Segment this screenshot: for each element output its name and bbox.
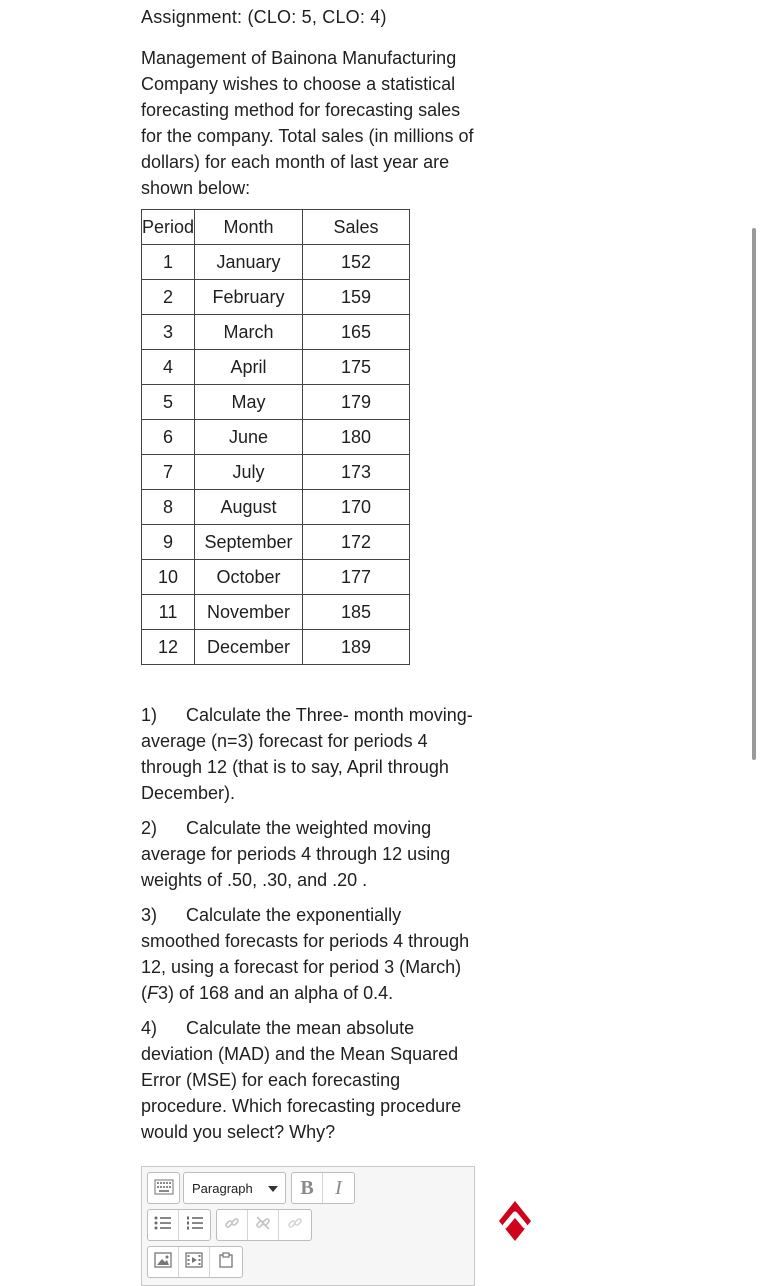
period-cell: 12 (142, 630, 195, 665)
table-row (142, 595, 410, 630)
numbered-list-icon (186, 1215, 204, 1236)
sales-cell: 170 (303, 490, 410, 525)
link-icon (224, 1215, 240, 1236)
assignment-content (141, 0, 481, 1145)
chevron-down-icon (268, 1186, 278, 1192)
unlink-icon (255, 1215, 271, 1236)
insert-image-button[interactable] (148, 1247, 179, 1277)
period-cell: 3 (142, 315, 195, 350)
table-row (142, 525, 410, 560)
column-header-sales: Sales (303, 210, 410, 245)
table-row (142, 420, 410, 455)
month-cell: June (195, 420, 303, 455)
table-row (142, 490, 410, 525)
italic-label: I (335, 1176, 342, 1199)
list-group (147, 1209, 211, 1241)
question-text: Calculate the Three- month moving-average (n=3) forecast for periods 4 through 12 (that is to say, April through December). (141, 705, 473, 803)
insert-media-button[interactable] (179, 1247, 210, 1277)
numbered-list-button[interactable] (179, 1210, 210, 1240)
period-cell: 6 (142, 420, 195, 455)
toolbar-toggle-button[interactable] (147, 1172, 180, 1204)
paste-button[interactable] (210, 1247, 241, 1277)
sales-cell: 189 (303, 630, 410, 665)
sales-cell: 180 (303, 420, 410, 455)
italic-button[interactable] (323, 1173, 354, 1203)
question-text: Calculate the mean absolute deviation (MAD) and the Mean Squared Error (MSE) for each forecasting procedure. Which forecasting procedure would you select? Why? (141, 1018, 462, 1142)
sales-cell: 172 (303, 525, 410, 560)
period-cell: 1 (142, 245, 195, 280)
assignment-heading: Assignment: (CLO: 5, CLO: 4) (141, 7, 387, 27)
question-number: 1) (141, 705, 158, 725)
link-button[interactable] (217, 1210, 248, 1240)
month-cell: February (195, 280, 303, 315)
table-row (142, 280, 410, 315)
period-cell: 5 (142, 385, 195, 420)
bold-button[interactable] (292, 1173, 323, 1203)
month-cell: March (195, 315, 303, 350)
question-text: Calculate the weighted moving average for periods 4 through 12 using weights of .50, .30, and .20 . (141, 818, 451, 890)
sales-cell: 175 (303, 350, 410, 385)
intro-paragraph: Management of Bainona Manufacturing Company wishes to choose a statistical forecasting method for forecasting sales for the company. Total sales (in millions of dollars) for each month of last year are shown below: (141, 48, 474, 198)
period-cell: 11 (142, 595, 195, 630)
month-cell: July (195, 455, 303, 490)
month-cell: September (195, 525, 303, 560)
question-4 (141, 1015, 481, 1145)
sales-cell: 179 (303, 385, 410, 420)
question-number: 2) (141, 818, 158, 838)
period-cell: 8 (142, 490, 195, 525)
sales-table (141, 209, 410, 665)
question-text-tail: 3) of 168 and an alpha of 0.4. (158, 983, 394, 1003)
period-cell: 9 (142, 525, 195, 560)
format-select-value: Paragraph (192, 1180, 253, 1196)
question-2 (141, 815, 481, 893)
insert-group (147, 1246, 243, 1278)
question-1 (141, 702, 481, 806)
question-number: 3) (141, 905, 158, 925)
forecast-symbol: F (147, 983, 158, 1003)
period-cell: 4 (142, 350, 195, 385)
sales-cell: 152 (303, 245, 410, 280)
sales-cell: 159 (303, 280, 410, 315)
period-cell: 7 (142, 455, 195, 490)
image-icon (154, 1252, 172, 1273)
link-group (216, 1209, 312, 1241)
toolbar-toggle-icon (154, 1179, 174, 1198)
month-cell: August (195, 490, 303, 525)
month-cell: October (195, 560, 303, 595)
format-select[interactable] (183, 1172, 286, 1204)
text-style-group (291, 1172, 355, 1204)
sales-cell: 185 (303, 595, 410, 630)
period-cell: 2 (142, 280, 195, 315)
month-cell: May (195, 385, 303, 420)
anchor-button[interactable] (279, 1210, 310, 1240)
media-icon (185, 1252, 203, 1273)
table-row (142, 245, 410, 280)
bullet-list-button[interactable] (148, 1210, 179, 1240)
question-number: 4) (141, 1018, 158, 1038)
column-header-month: Month (195, 210, 303, 245)
unlink-button[interactable] (248, 1210, 279, 1240)
month-cell: November (195, 595, 303, 630)
month-cell: January (195, 245, 303, 280)
table-row (142, 315, 410, 350)
anchor-link-icon (287, 1215, 303, 1236)
scroll-top-icon (497, 1230, 533, 1247)
paste-icon (218, 1252, 234, 1273)
sales-cell: 165 (303, 315, 410, 350)
sales-cell: 177 (303, 560, 410, 595)
question-3 (141, 902, 481, 1006)
bullet-list-icon (154, 1215, 172, 1236)
table-row (142, 630, 410, 665)
bold-label: B (300, 1176, 314, 1199)
table-header-row (142, 210, 410, 245)
answer-editor[interactable] (141, 1166, 475, 1286)
month-cell: April (195, 350, 303, 385)
table-row (142, 350, 410, 385)
month-cell: December (195, 630, 303, 665)
scroll-to-top-button[interactable] (497, 1199, 533, 1243)
scrollbar[interactable] (752, 228, 756, 760)
table-row (142, 455, 410, 490)
table-row (142, 560, 410, 595)
table-row (142, 385, 410, 420)
period-cell: 10 (142, 560, 195, 595)
column-header-period: Period (142, 210, 195, 245)
sales-cell: 173 (303, 455, 410, 490)
question-text: Calculate the exponentially smoothed forecasts for periods 4 through 12, using a forecast for period 3 (March) ( (141, 905, 470, 1003)
